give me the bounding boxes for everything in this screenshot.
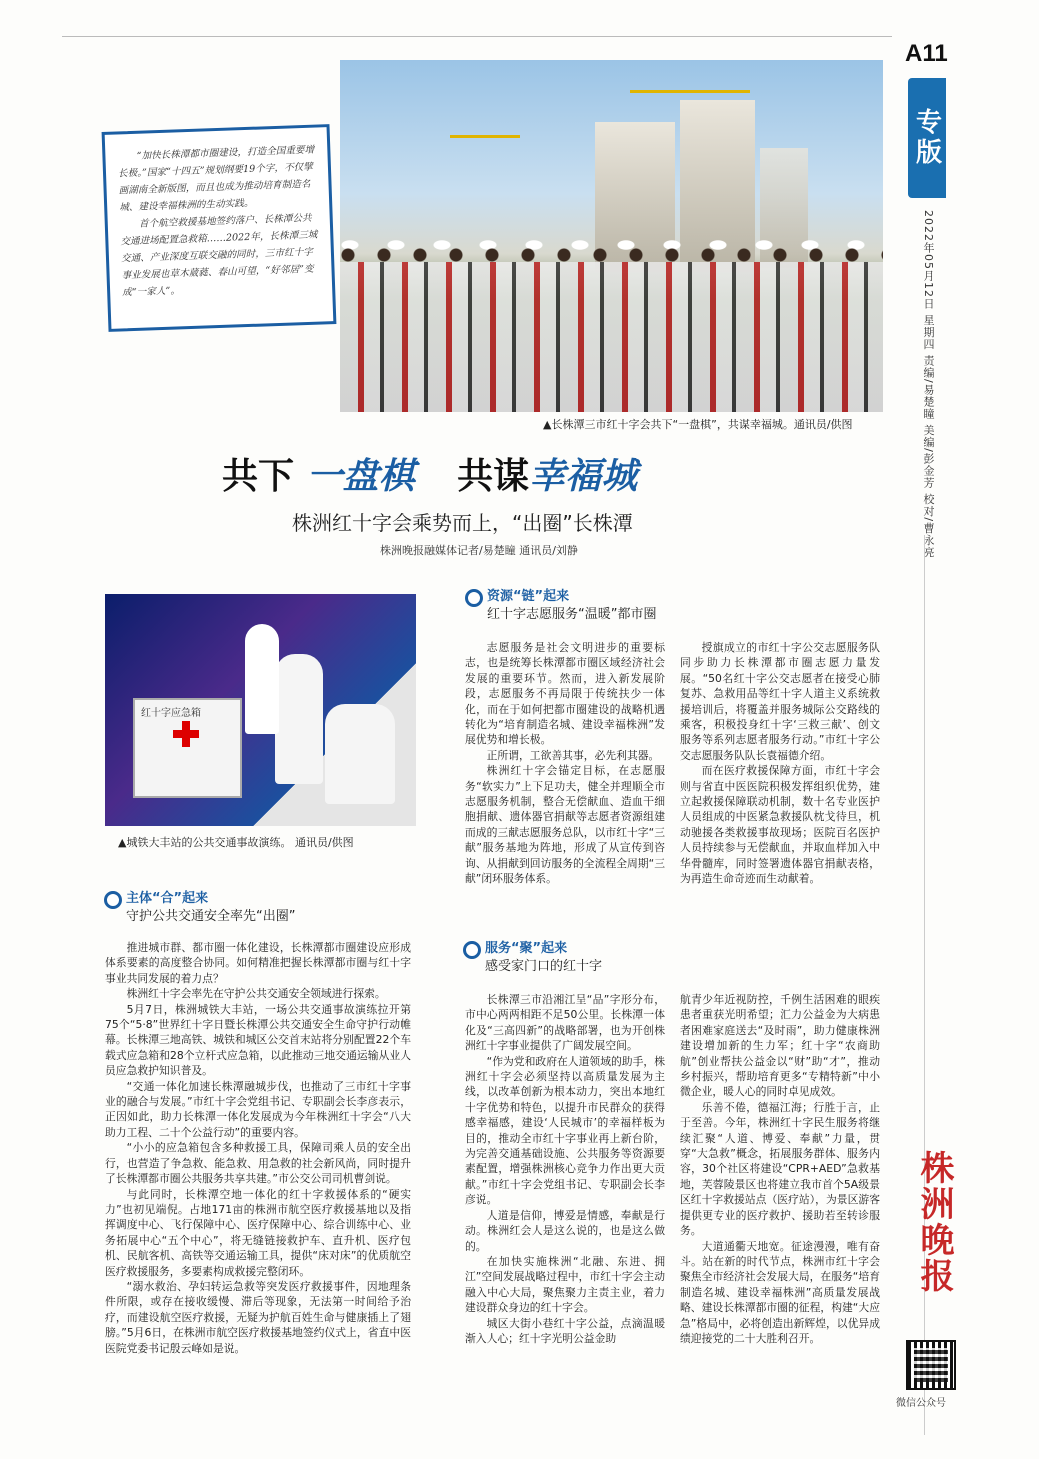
circle-icon (104, 891, 122, 909)
body-paragraph: 株洲红十字会锚定目标，在志愿服务“软实力”上下足功夫，健全并理顺全市志愿服务机制，整合无偿献血、造血干细胞捐献、遗体器官捐献等志愿者资源组建而成的三献志愿服务总队，以市红十字“三献”服务基地为阵地，形成了从宣传到咨询、从捐献到回访服务的全流程全周期“三献”闭环服务体系。 (465, 764, 665, 886)
first-aid-kit (133, 698, 242, 798)
body-paragraph: 授旗成立的市红十字公交志愿服务队同步助力长株潭都市圈志愿力量发展。“50名红十字公交志愿者在接受心肺复苏、急救用品等红十字人道主义系统救援培训后，将覆盖并服务城际公交路线的乘客，积极投身红十字‘三救三献’、创文服务等系列志愿者服务行动。”市红十字公交志愿服务队队长袁福德介绍。 (680, 641, 880, 762)
body-paragraph: 大道通衢天地宽。征途漫漫，唯有奋斗。站在新的时代节点，株洲市红十字会聚焦全市经济社会发展大局，在服务“培育制造名城、建设幸福株洲”高质量发展战略、建设长株潭都市圈的征程，构建“大应急”格局中，必将创造出新辉煌，以优异成绩迎接党的二十大胜利召开。 (680, 1239, 880, 1345)
quote-paragraph: 首个航空救援基地签约落户、长株潭公共交通进场配置急救箱……2022年，长株潭三城交通、产业深度互联交融的同时，三市红十字事业发展也草木葳蕤、春山可望，“好邻居”变成“一家人”。 (120, 212, 318, 299)
sidebar-divider (924, 535, 925, 1435)
body-paragraph: “小小的应急箱包含多种救援工具，保障司乘人员的安全出行，也营造了争急救、能急救、用急救的社会新风尚，同时提升了长株潭都市圈公共服务共享共建。”市公交公司司机曹剑说。 (105, 1141, 411, 1186)
body-paragraph: 航青少年近视防控，千例生活困难的眼疾患者重获光明希望；汇力公益金为大病患者困难家庭送去“及时雨”，助力健康株洲建设增加新的生力军；红十字“农商助航”创业帮扶公益金以“财”助“才”，推动乡村振兴，帮助培育更多“专精特新”中小微企业，暖人心的同时卓见成效。 (680, 993, 880, 1099)
column-4 (465, 992, 665, 1410)
top-rule (62, 36, 892, 37)
qr-caption: 微信公众号 (896, 1398, 946, 1409)
circle-icon (465, 589, 483, 607)
column-2 (465, 640, 665, 925)
issue-meta: 2022年05月12日 星期四 责编/易楚瞳 美编/彭金芳 校对/曹永亮 (922, 210, 935, 559)
section-tab[interactable]: 专版 (908, 78, 946, 198)
kit-label: 红十字应急箱 (141, 708, 201, 719)
body-paragraph: 志愿服务是社会文明进步的重要标志，也是统筹长株潭都市圈区域经济社会发展的重要环节。然而，进入新发展阶段，志愿服务不再局限于传统扶少一体化，而在于如何把都市圈建设的战略机遇转化为“培育制造名城、建设幸福株洲”发展优势和增长极。 (465, 641, 665, 747)
body-paragraph: 乐善不倦，德福江海；行胜于言，止于至善。今年，株洲红十字民生服务将继续汇聚“人道、博爱、奉献”力量，贯穿“大急救”概念，拓展服务群体、服务内容，30个社区将建设“CPR+AED”急救基地，芙蓉陵景区也将建立我市首个5A级景区红十字救援站点（医疗站），为景区游客提供更专业的医疗救护、援助若至转诊服务。 (680, 1100, 880, 1238)
quote-paragraph: “加快长株潭都市圈建设，打造全国重要增长极。”国家“十四五”规划纲要19个字，不仅擘画湖南全新版图，而且也成为推动培育制造名城、建设幸福株洲的生动实践。 (117, 144, 315, 214)
headline (222, 448, 637, 499)
column-3 (680, 640, 880, 925)
drill-photo (105, 594, 416, 826)
byline: 株洲晚报融媒体记者/易楚瞳 通讯员/刘静 (380, 544, 578, 557)
body-paragraph: “作为党和政府在人道领域的助手，株洲红十字会必须坚持以高质量发展为主线，以改革创新为根本动力，突出本地红十字优势和特色，以提升市民群众的获得感幸福感，建设‘人民城市’的幸福样板为目的，推动全市红十字事业再上新台阶，为完善交通基础设施、公共服务等资源要素配置，增强株洲核心竞争力作出更大贡献。”市红十字会党组书记、专职副会长李彦说。 (465, 1054, 665, 1207)
main-photo (340, 60, 883, 412)
body-paragraph: 正所谓，工欲善其事，必先利其器。 (486, 748, 660, 762)
body-paragraph: “溺水救治、孕妇转运急救等突发医疗救援事件，因地理条件所限，或存在接收缓慢、滞后等现象，无法第一时间给予治疗，而建设航空医疗救援，无疑为护航百姓生命与健康插上了翅膀。”5月6日，在株洲市航空医疗救援基地签约仪式上，省直中医医院党委书记殷云峰如是说。 (105, 1279, 411, 1355)
lead-quote-box (102, 124, 337, 332)
body-paragraph: 株洲红十字会率先在守护公共交通安全领域进行探索。 (126, 987, 386, 1001)
body-paragraph: “交通一体化加速长株潭融城步伐，也推动了三市红十字事业的融合与发展。”市红十字会党组书记、专职副会长李彦表示，正因如此，助力长株潭一体化发展成为今年株洲红十字会“八大助力工程、二十个公益行动”的重要内容。 (105, 1079, 411, 1139)
headline-highlight: 幸福城 (529, 456, 638, 497)
subheadline: 株洲红十字会乘势而上，“出圈”长株潭 (292, 511, 633, 535)
body-paragraph: 与此同时，长株潭空地一体化的红十字救援体系的“硬实力”也初见端倪。占地171亩的株洲市航空医疗救援基地以及指挥调度中心、飞行保障中心、医疗保障中心、综合训练中心、业务拓展中心“五个中心”，将无缝链接救护车、直升机、医疗包机、民航客机、高铁等交通运输工具，提供“床对床”的优质航空医疗救援服务，多要素构成救援完整闭环。 (105, 1187, 411, 1278)
circle-icon (463, 941, 481, 959)
body-paragraph: 城区大街小巷红十字公益，点滴温暖渐入人心；红十字光明公益金助 (465, 1316, 665, 1345)
qr-code-icon[interactable] (906, 1340, 956, 1390)
body-paragraph: 人道是信仰，博爱是情感，奉献是行动。株洲红会人是这么说的，也是这么做的。 (465, 1208, 665, 1253)
column-1 (105, 940, 411, 1410)
body-paragraph: 而在医疗救援保障方面，市红十字会则与省直中医医院积极发挥组织优势，建立起救援保障联动机制，数十名专业医护人员组成的中医紧急救援队枕戈待旦，机动驰援各类救援事故现场；医院百名医护人员持续参与无偿献血，并取血样加入中华骨髓库，同时签署遗体器官捐献表格，为再造生命奇迹而生动献着。 (680, 764, 880, 886)
body-paragraph: 在加快实施株洲“北融、东进、拥江”空间发展战略过程中，市红十字会主动融入中心大局，聚焦聚力主责主业，着力建设群众身边的红十字会。 (465, 1254, 665, 1315)
body-paragraph: 推进城市群、都市圈一体化建设，长株潭都市圈建设应形成体系要素的高度整合协同。如何精准把握长株潭都市圈与红十字事业共同发展的着力点？ (105, 941, 411, 985)
main-photo-caption: ▲长株潭三市红十字会共下“一盘棋”，共谋幸福城。通讯员/供图 (543, 418, 853, 431)
drill-photo-caption: ▲城铁大丰站的公共交通事故演练。 通讯员/供图 (118, 836, 354, 849)
column-5 (680, 992, 880, 1410)
page-number: A11 (905, 40, 948, 67)
body-paragraph: 5月7日，株洲城铁大丰站，一场公共交通事故演练拉开第75个“5·8”世界红十字日暨长株潭公共交通安全生命守护行动帷幕。长株潭三地高铁、城铁和城区公交首末站将分别配置22个车载式应急箱和28个立杆式应急箱，以此推动三地交通运输从业人员应急救护知识普及。 (105, 1002, 411, 1078)
body-paragraph: 长株潭三市沿湘江呈“品”字形分布，市中心两两相距不足50公里。长株潭一体化及“三高四新”的战略部署，也为开创株洲红十字事业提供了广阔发展空间。 (465, 993, 665, 1053)
headline-highlight: 一盘棋 (306, 456, 415, 497)
headline-part: 共下 (222, 456, 295, 497)
headline-part: 共谋 (457, 456, 530, 497)
newspaper-logo: 株洲晚报 (914, 1150, 954, 1294)
